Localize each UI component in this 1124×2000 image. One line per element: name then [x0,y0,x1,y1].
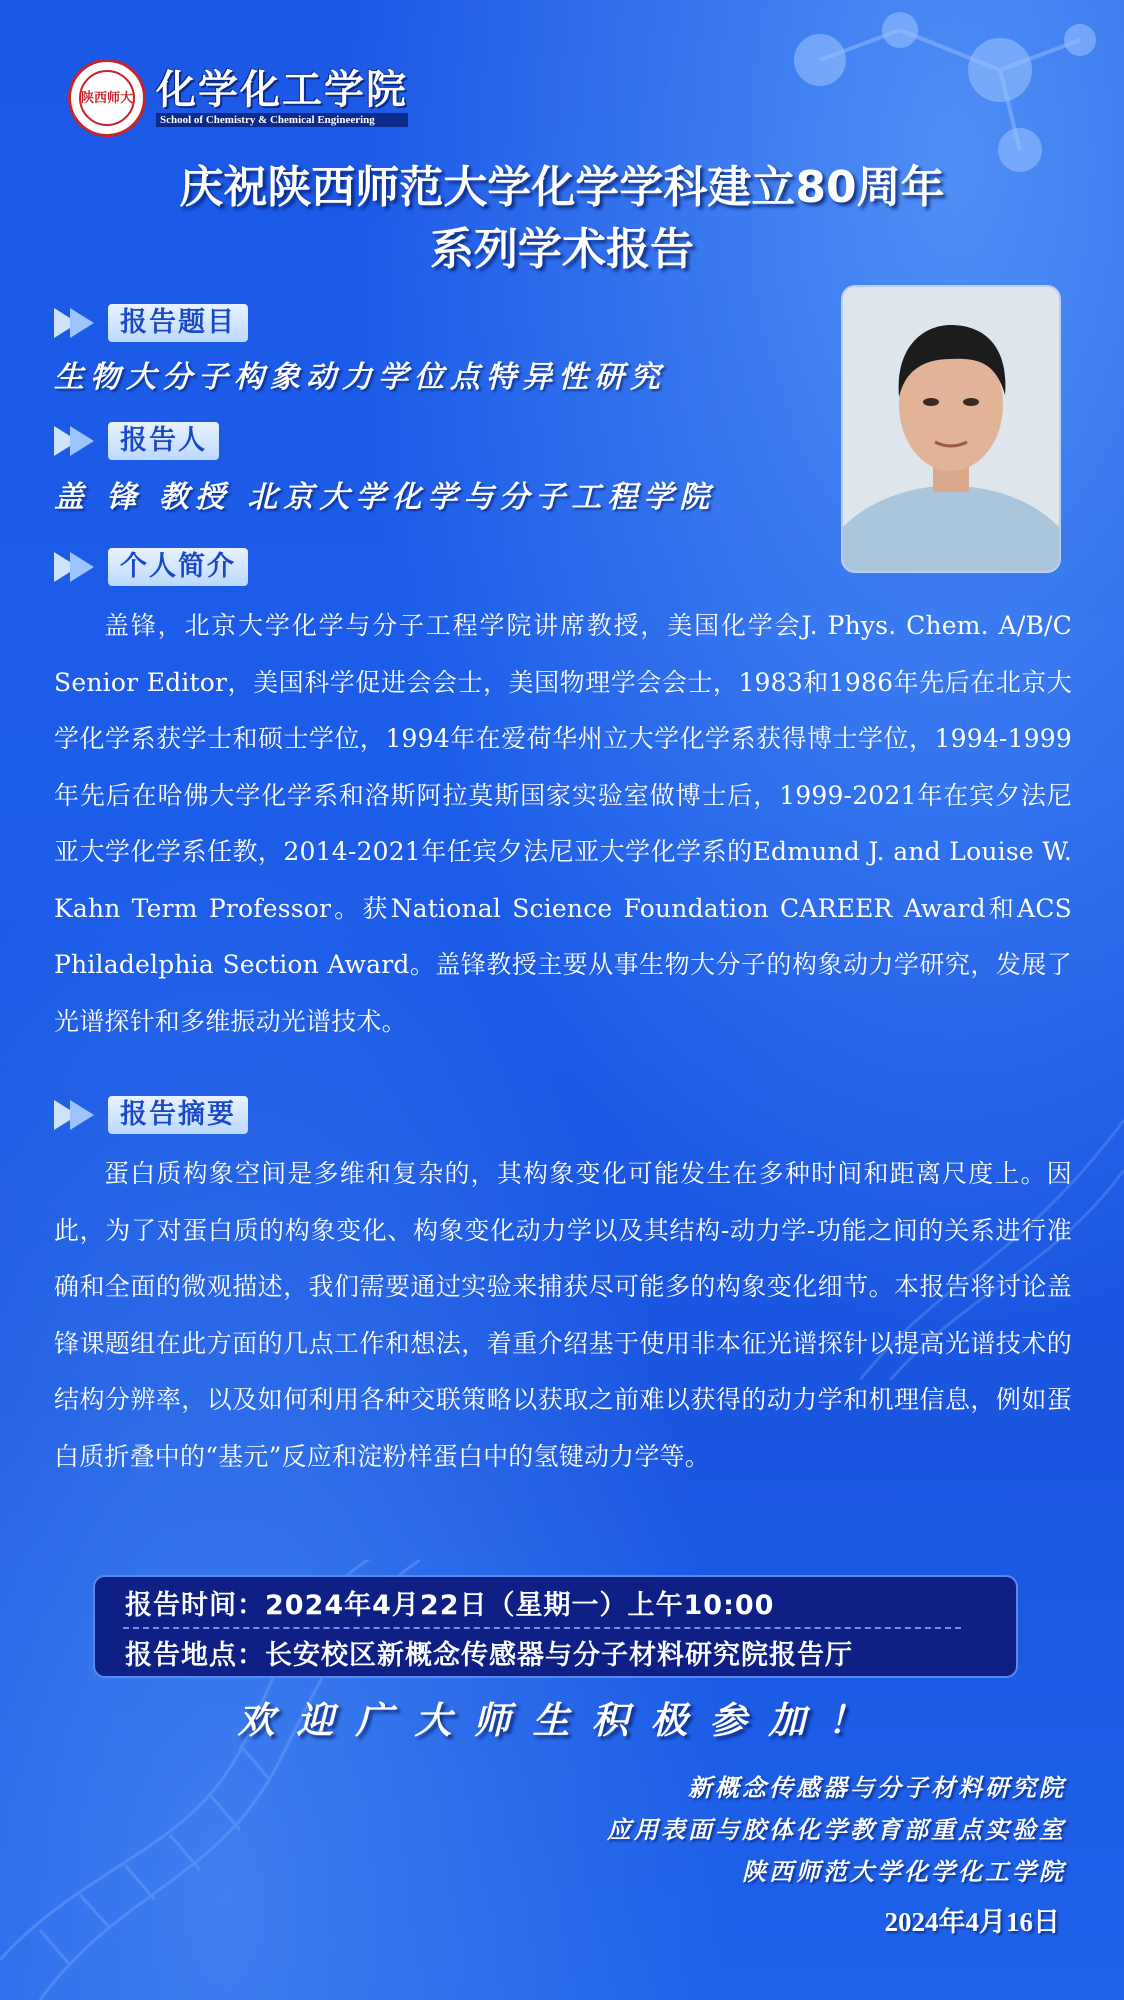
talk-abstract: 蛋白质构象空间是多维和复杂的，其构象变化可能发生在多种时间和距离尺度上。因此，为了对蛋白质的构象变化、构象变化动力学以及其结构-动力学-功能之间的关系进行准确和全面的微观描述，我们需要通过实验来捕获尽可能多的构象变化细节。本报告将讨论盖锋课题组在此方面的几点工作和想法，着重介绍基于使用非本征光谱探针以提高光谱技术的结构分辨率，以及如何利用各种交联策略以获取之前难以获得的动力学和机理信息，例如蛋白质折叠中的“基元”反应和淀粉样蛋白中的氢键动力学等。 [54,1159,1072,1471]
portrait-image [843,287,1059,571]
school-brand [156,66,408,127]
topic-label: 报告题目 [108,304,248,342]
abstract-label: 报告摘要 [108,1096,248,1134]
school-name-cn: 化学化工学院 [156,66,408,113]
double-arrow-icon [54,1100,86,1130]
double-arrow-icon [54,552,86,582]
school-header [68,58,408,138]
dashed-divider [123,1627,961,1629]
time-place-box [93,1575,1018,1678]
speaker-label: 报告人 [108,422,219,460]
announcement-date: 2024年4月16日 [884,1907,1060,1937]
double-arrow-icon [54,308,86,338]
school-name-en: School of Chemistry & Chemical Engineering [156,113,408,127]
topic-section-head [54,304,248,342]
speaker-bio: 盖锋，北京大学化学与分子工程学院讲席教授，美国化学会J. Phys. Chem. A/B/C Senior Editor，美国科学促进会会士，美国物理学会会士，1983和1986年先后在北京大学化学系获学士和硕士学位，1994年在爱荷华州立大学化学系获得博士学位，1994-1999年先后在哈佛大学化学系和洛斯阿拉莫斯国家实验室做博士后，1999-2021年在宾夕法尼亚大学化学系任教，2014-2021年任宾夕法尼亚大学化学系的Edmund J. and Louise W. Kahn Term Professor。获National Science Foundation CAREER Award和ACS Philadelphia Section Award。盖锋教授主要从事生物大分子的构象动力学研究，发展了光谱探针和多维振动光谱技术。 [54,611,1072,1036]
organizer-3: 陕西师范大学化学化工学院 [742,1857,1066,1886]
molecule-decoration [700,0,1124,180]
university-seal [68,59,146,137]
speaker-name: 盖 锋 教授 北京大学化学与分子工程学院 [54,480,716,515]
welcome-message: 欢迎广大师生积极参加！ [237,1698,887,1742]
organizer-2: 应用表面与胶体化学教育部重点实验室 [607,1815,1066,1844]
talk-place: 报告地点：长安校区新概念传感器与分子材料研究院报告厅 [125,1640,853,1671]
bio-label: 个人简介 [108,548,248,586]
organizer-1: 新概念传感器与分子材料研究院 [688,1773,1066,1802]
speaker-photo [841,285,1061,573]
abstract-section-head [54,1096,248,1134]
talk-time: 报告时间：2024年4月22日（星期一）上午10:00 [125,1590,775,1621]
double-arrow-icon [54,426,86,456]
seal-text: 陕西师大 [79,70,135,126]
poster-title-line1: 庆祝陕西师范大学化学学科建立80周年 [179,162,945,213]
talk-topic: 生物大分子构象动力学位点特异性研究 [54,360,666,395]
speaker-section-head [54,422,219,460]
poster-title-line2: 系列学术报告 [430,224,694,275]
bio-section-head [54,548,248,586]
